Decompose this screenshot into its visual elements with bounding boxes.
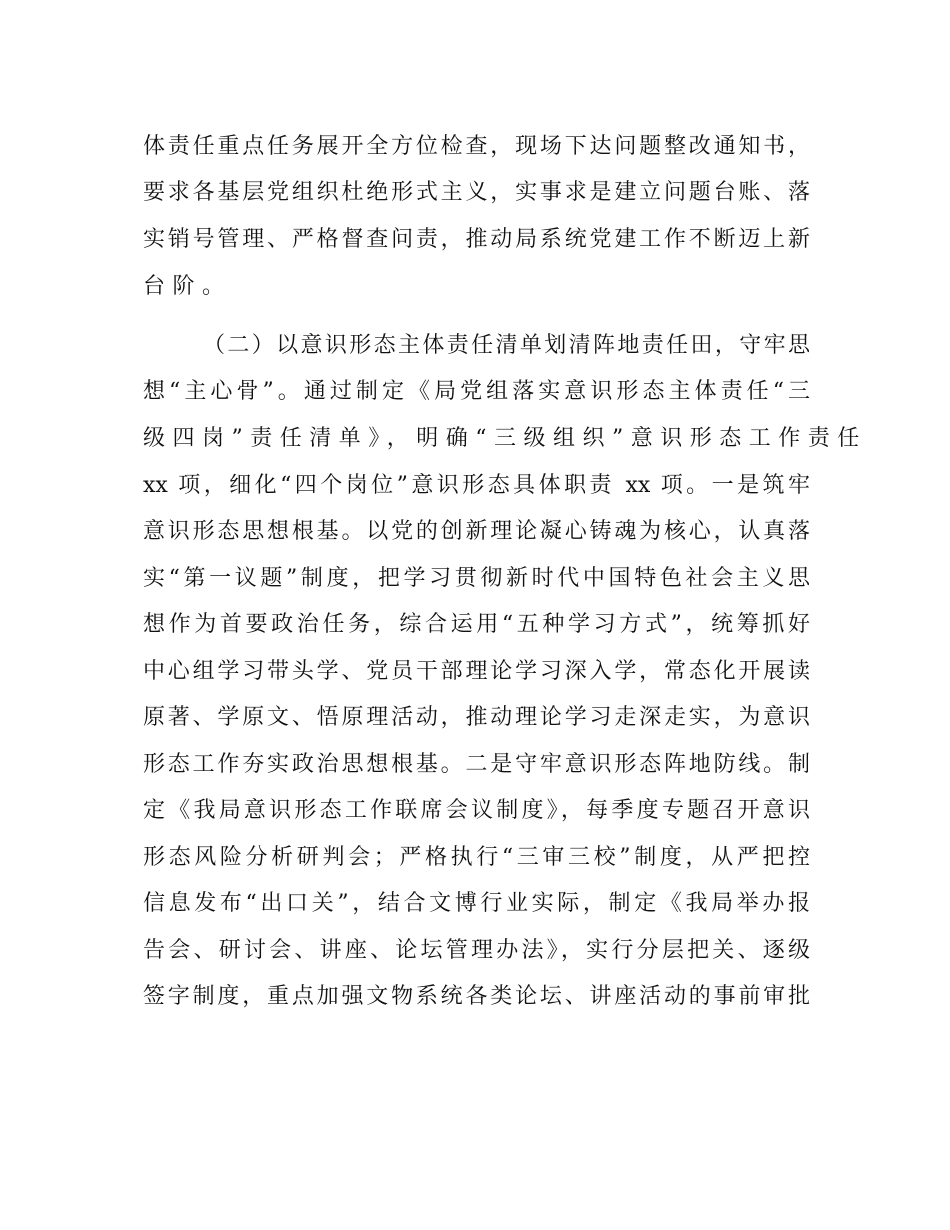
text-line: 想作为首要政治任务，综合运用“五种学习方式”，统筹抓好 [143, 612, 810, 637]
text-line: 告会、研讨会、讲座、论坛管理办法》，实行分层把关、逐级 [143, 938, 810, 963]
text-line: 签字制度，重点加强文物系统各类论坛、讲座活动的事前审批 [143, 984, 810, 1009]
text-line: 形态工作夯实政治思想根基。二是守牢意识形态阵地防线。制 [143, 752, 810, 777]
text-line: 台阶。 [143, 274, 232, 299]
text-line: 信息发布“出口关”，结合文博行业实际，制定《我局举办报 [143, 891, 810, 916]
text-line: 意识形态思想根基。以党的创新理论凝心铸魂为核心，认真落 [143, 519, 810, 544]
text-line: 要求各基层党组织杜绝形式主义，实事求是建立问题台账、落 [143, 180, 810, 205]
text-line: 想“主心骨”。通过制定《局党组落实意识形态主体责任“三 [143, 379, 810, 404]
text-line: 中心组学习带头学、党员干部理论学习深入学，常态化开展读 [143, 659, 810, 684]
text-line: 定《我局意识形态工作联席会议制度》，每季度专题召开意识 [143, 798, 810, 823]
text-line: （二）以意识形态主体责任清单划清阵地责任田，守牢思 [203, 333, 810, 358]
text-line: 形态风险分析研判会；严格执行“三审三校”制度，从严把控 [143, 845, 810, 870]
text-line: 级四岗”责任清单》，明确“三级组织”意识形态工作责任 [143, 426, 867, 451]
text-line: 实“第一议题”制度，把学习贯彻新时代中国特色社会主义思 [143, 566, 810, 591]
text-line: 体责任重点任务展开全方位检查，现场下达问题整改通知书， [143, 134, 810, 159]
text-line: 实销号管理、严格督查问责，推动局系统党建工作不断迈上新 [143, 227, 810, 252]
text-line: xx 项，细化“四个岗位”意识形态具体职责 xx 项。一是筑牢 [143, 473, 810, 498]
text-line: 原著、学原文、悟原理活动，推动理论学习走深走实，为意识 [143, 705, 810, 730]
